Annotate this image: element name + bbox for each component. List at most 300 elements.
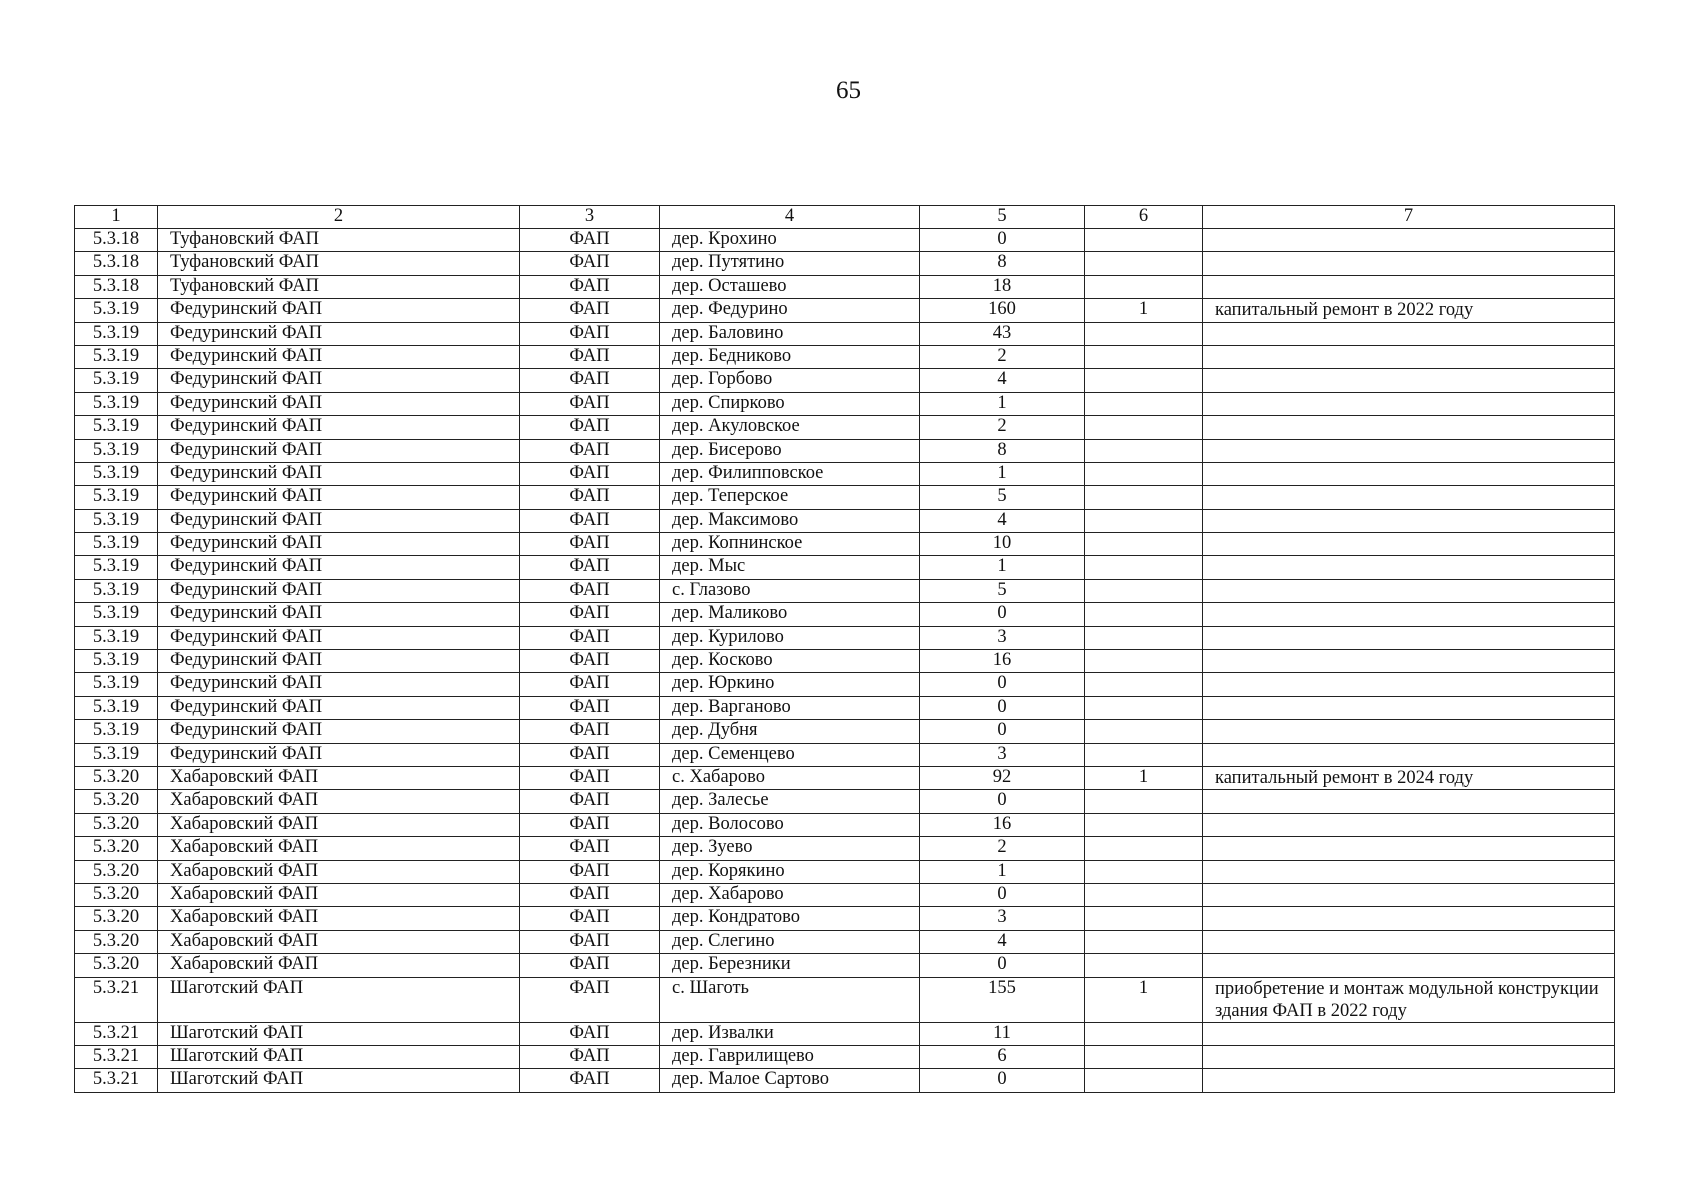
cell-count	[1085, 322, 1203, 345]
cell-count	[1085, 813, 1203, 836]
table-row	[75, 275, 1615, 298]
cell-population: 0	[920, 696, 1085, 719]
cell-settlement: дер. Гаврилищево	[660, 1045, 920, 1068]
cell-population: 3	[920, 626, 1085, 649]
header-col-4: 4	[660, 206, 920, 229]
cell-facility-type: ФАП	[520, 626, 660, 649]
cell-count	[1085, 345, 1203, 368]
cell-settlement: дер. Осташево	[660, 275, 920, 298]
table-row	[75, 345, 1615, 368]
cell-facility-type: ФАП	[520, 977, 660, 1022]
cell-note	[1203, 860, 1615, 883]
cell-population: 160	[920, 299, 1085, 322]
cell-count	[1085, 860, 1203, 883]
cell-note	[1203, 322, 1615, 345]
cell-count	[1085, 462, 1203, 485]
cell-fap-name: Хабаровский ФАП	[158, 930, 520, 953]
cell-note: капитальный ремонт в 2022 году	[1203, 299, 1615, 322]
cell-fap-name: Федуринский ФАП	[158, 486, 520, 509]
cell-row-code: 5.3.20	[75, 860, 158, 883]
cell-fap-name: Хабаровский ФАП	[158, 907, 520, 930]
cell-settlement: дер. Варганово	[660, 696, 920, 719]
cell-settlement: дер. Малое Сартово	[660, 1069, 920, 1092]
table-row	[75, 252, 1615, 275]
cell-settlement: дер. Копнинское	[660, 533, 920, 556]
cell-settlement: дер. Хабарово	[660, 883, 920, 906]
cell-count	[1085, 275, 1203, 298]
cell-row-code: 5.3.19	[75, 556, 158, 579]
cell-population: 11	[920, 1022, 1085, 1045]
table-row	[75, 720, 1615, 743]
cell-settlement: дер. Акуловское	[660, 416, 920, 439]
cell-note	[1203, 743, 1615, 766]
cell-note	[1203, 252, 1615, 275]
cell-fap-name: Хабаровский ФАП	[158, 883, 520, 906]
cell-note	[1203, 275, 1615, 298]
cell-note	[1203, 416, 1615, 439]
cell-facility-type: ФАП	[520, 579, 660, 602]
cell-note: приобретение и монтаж модульной конструкции здания ФАП в 2022 году	[1203, 977, 1615, 1022]
cell-facility-type: ФАП	[520, 790, 660, 813]
header-row	[75, 206, 1615, 229]
cell-settlement: дер. Дубня	[660, 720, 920, 743]
table-row	[75, 650, 1615, 673]
table-row	[75, 416, 1615, 439]
cell-note	[1203, 556, 1615, 579]
cell-facility-type: ФАП	[520, 299, 660, 322]
cell-count	[1085, 416, 1203, 439]
cell-settlement: дер. Мыс	[660, 556, 920, 579]
cell-fap-name: Шаготский ФАП	[158, 1045, 520, 1068]
table-row	[75, 930, 1615, 953]
cell-count	[1085, 579, 1203, 602]
cell-fap-name: Хабаровский ФАП	[158, 837, 520, 860]
cell-population: 155	[920, 977, 1085, 1022]
cell-population: 1	[920, 392, 1085, 415]
cell-population: 16	[920, 650, 1085, 673]
cell-population: 0	[920, 1069, 1085, 1092]
cell-settlement: с. Хабарово	[660, 766, 920, 789]
header-col-1: 1	[75, 206, 158, 229]
cell-row-code: 5.3.19	[75, 696, 158, 719]
cell-fap-name: Федуринский ФАП	[158, 416, 520, 439]
cell-row-code: 5.3.19	[75, 509, 158, 532]
cell-facility-type: ФАП	[520, 837, 660, 860]
cell-population: 5	[920, 579, 1085, 602]
cell-row-code: 5.3.20	[75, 790, 158, 813]
cell-count	[1085, 673, 1203, 696]
cell-settlement: дер. Горбово	[660, 369, 920, 392]
cell-fap-name: Федуринский ФАП	[158, 696, 520, 719]
cell-count	[1085, 392, 1203, 415]
cell-note	[1203, 392, 1615, 415]
table-row	[75, 883, 1615, 906]
cell-note	[1203, 486, 1615, 509]
cell-population: 8	[920, 252, 1085, 275]
cell-settlement: дер. Крохино	[660, 229, 920, 252]
cell-fap-name: Федуринский ФАП	[158, 743, 520, 766]
cell-row-code: 5.3.18	[75, 252, 158, 275]
cell-fap-name: Туфановский ФАП	[158, 275, 520, 298]
cell-facility-type: ФАП	[520, 229, 660, 252]
cell-row-code: 5.3.21	[75, 1069, 158, 1092]
cell-note	[1203, 369, 1615, 392]
cell-count	[1085, 650, 1203, 673]
cell-population: 0	[920, 229, 1085, 252]
cell-row-code: 5.3.21	[75, 977, 158, 1022]
cell-count	[1085, 696, 1203, 719]
table-row	[75, 1022, 1615, 1045]
cell-note	[1203, 720, 1615, 743]
cell-fap-name: Федуринский ФАП	[158, 322, 520, 345]
cell-count	[1085, 837, 1203, 860]
cell-population: 8	[920, 439, 1085, 462]
cell-population: 1	[920, 556, 1085, 579]
cell-facility-type: ФАП	[520, 345, 660, 368]
cell-settlement: с. Шаготь	[660, 977, 920, 1022]
cell-row-code: 5.3.19	[75, 626, 158, 649]
cell-population: 10	[920, 533, 1085, 556]
table-row	[75, 229, 1615, 252]
cell-population: 0	[920, 603, 1085, 626]
cell-note	[1203, 673, 1615, 696]
cell-note	[1203, 533, 1615, 556]
cell-row-code: 5.3.19	[75, 603, 158, 626]
cell-row-code: 5.3.19	[75, 579, 158, 602]
cell-population: 5	[920, 486, 1085, 509]
cell-population: 4	[920, 930, 1085, 953]
cell-population: 1	[920, 462, 1085, 485]
cell-facility-type: ФАП	[520, 603, 660, 626]
table-row	[75, 486, 1615, 509]
cell-settlement: дер. Путятино	[660, 252, 920, 275]
cell-row-code: 5.3.19	[75, 369, 158, 392]
table-row	[75, 837, 1615, 860]
cell-fap-name: Федуринский ФАП	[158, 603, 520, 626]
cell-count	[1085, 930, 1203, 953]
cell-note	[1203, 930, 1615, 953]
cell-settlement: дер. Курилово	[660, 626, 920, 649]
cell-fap-name: Федуринский ФАП	[158, 439, 520, 462]
cell-count	[1085, 1069, 1203, 1092]
cell-fap-name: Федуринский ФАП	[158, 579, 520, 602]
cell-note	[1203, 650, 1615, 673]
cell-fap-name: Федуринский ФАП	[158, 392, 520, 415]
table-row	[75, 1045, 1615, 1068]
cell-facility-type: ФАП	[520, 533, 660, 556]
cell-facility-type: ФАП	[520, 556, 660, 579]
cell-note	[1203, 813, 1615, 836]
cell-settlement: дер. Корякино	[660, 860, 920, 883]
cell-note	[1203, 579, 1615, 602]
table-row	[75, 743, 1615, 766]
cell-count	[1085, 439, 1203, 462]
cell-row-code: 5.3.19	[75, 392, 158, 415]
cell-count	[1085, 1022, 1203, 1045]
cell-population: 6	[920, 1045, 1085, 1068]
cell-fap-name: Федуринский ФАП	[158, 345, 520, 368]
cell-note	[1203, 439, 1615, 462]
cell-note	[1203, 907, 1615, 930]
cell-settlement: дер. Слегино	[660, 930, 920, 953]
table-header	[75, 206, 1615, 229]
cell-settlement: дер. Баловино	[660, 322, 920, 345]
cell-row-code: 5.3.20	[75, 766, 158, 789]
cell-population: 0	[920, 883, 1085, 906]
cell-facility-type: ФАП	[520, 416, 660, 439]
cell-note	[1203, 1069, 1615, 1092]
table-row	[75, 954, 1615, 977]
cell-fap-name: Федуринский ФАП	[158, 509, 520, 532]
cell-settlement: дер. Федурино	[660, 299, 920, 322]
cell-settlement: дер. Залесье	[660, 790, 920, 813]
cell-row-code: 5.3.19	[75, 673, 158, 696]
cell-note	[1203, 696, 1615, 719]
table-row	[75, 369, 1615, 392]
cell-note	[1203, 1022, 1615, 1045]
cell-facility-type: ФАП	[520, 766, 660, 789]
cell-row-code: 5.3.19	[75, 486, 158, 509]
cell-row-code: 5.3.19	[75, 345, 158, 368]
table-row	[75, 790, 1615, 813]
cell-count	[1085, 743, 1203, 766]
cell-note	[1203, 626, 1615, 649]
cell-note	[1203, 883, 1615, 906]
header-col-3: 3	[520, 206, 660, 229]
cell-fap-name: Федуринский ФАП	[158, 299, 520, 322]
table-row	[75, 439, 1615, 462]
cell-row-code: 5.3.19	[75, 416, 158, 439]
cell-row-code: 5.3.19	[75, 533, 158, 556]
cell-settlement: дер. Максимово	[660, 509, 920, 532]
header-col-7: 7	[1203, 206, 1615, 229]
cell-fap-name: Хабаровский ФАП	[158, 954, 520, 977]
cell-settlement: дер. Волосово	[660, 813, 920, 836]
cell-population: 43	[920, 322, 1085, 345]
cell-fap-name: Федуринский ФАП	[158, 626, 520, 649]
table-row	[75, 977, 1615, 1022]
table-row	[75, 860, 1615, 883]
cell-note	[1203, 954, 1615, 977]
table-row	[75, 626, 1615, 649]
cell-facility-type: ФАП	[520, 1069, 660, 1092]
cell-settlement: дер. Маликово	[660, 603, 920, 626]
cell-facility-type: ФАП	[520, 322, 660, 345]
cell-fap-name: Федуринский ФАП	[158, 650, 520, 673]
cell-note	[1203, 837, 1615, 860]
cell-note	[1203, 345, 1615, 368]
cell-facility-type: ФАП	[520, 509, 660, 532]
cell-settlement: дер. Березники	[660, 954, 920, 977]
cell-facility-type: ФАП	[520, 930, 660, 953]
cell-fap-name: Хабаровский ФАП	[158, 790, 520, 813]
cell-note	[1203, 462, 1615, 485]
cell-fap-name: Федуринский ФАП	[158, 556, 520, 579]
cell-facility-type: ФАП	[520, 275, 660, 298]
cell-count: 1	[1085, 766, 1203, 789]
cell-fap-name: Туфановский ФАП	[158, 252, 520, 275]
cell-settlement: дер. Бисерово	[660, 439, 920, 462]
cell-population: 0	[920, 790, 1085, 813]
cell-count	[1085, 603, 1203, 626]
cell-count	[1085, 556, 1203, 579]
cell-facility-type: ФАП	[520, 1045, 660, 1068]
cell-row-code: 5.3.21	[75, 1045, 158, 1068]
cell-row-code: 5.3.19	[75, 462, 158, 485]
cell-count	[1085, 720, 1203, 743]
cell-row-code: 5.3.19	[75, 720, 158, 743]
cell-settlement: дер. Извалки	[660, 1022, 920, 1045]
cell-facility-type: ФАП	[520, 486, 660, 509]
cell-settlement: дер. Кондратово	[660, 907, 920, 930]
cell-count	[1085, 790, 1203, 813]
cell-note	[1203, 229, 1615, 252]
cell-settlement: дер. Бедниково	[660, 345, 920, 368]
cell-row-code: 5.3.18	[75, 275, 158, 298]
cell-row-code: 5.3.20	[75, 907, 158, 930]
cell-population: 4	[920, 509, 1085, 532]
cell-note	[1203, 790, 1615, 813]
cell-fap-name: Федуринский ФАП	[158, 720, 520, 743]
cell-settlement: с. Глазово	[660, 579, 920, 602]
cell-row-code: 5.3.20	[75, 837, 158, 860]
cell-fap-name: Хабаровский ФАП	[158, 860, 520, 883]
cell-row-code: 5.3.20	[75, 813, 158, 836]
cell-population: 4	[920, 369, 1085, 392]
cell-facility-type: ФАП	[520, 650, 660, 673]
table-row	[75, 392, 1615, 415]
cell-fap-name: Федуринский ФАП	[158, 462, 520, 485]
cell-count	[1085, 883, 1203, 906]
cell-population: 0	[920, 954, 1085, 977]
cell-count	[1085, 1045, 1203, 1068]
cell-count: 1	[1085, 299, 1203, 322]
cell-row-code: 5.3.19	[75, 743, 158, 766]
cell-note: капитальный ремонт в 2024 году	[1203, 766, 1615, 789]
cell-population: 92	[920, 766, 1085, 789]
table-row	[75, 603, 1615, 626]
cell-settlement: дер. Теперское	[660, 486, 920, 509]
cell-population: 1	[920, 860, 1085, 883]
cell-fap-name: Шаготский ФАП	[158, 977, 520, 1022]
cell-facility-type: ФАП	[520, 883, 660, 906]
table-row	[75, 556, 1615, 579]
cell-fap-name: Шаготский ФАП	[158, 1069, 520, 1092]
cell-fap-name: Хабаровский ФАП	[158, 813, 520, 836]
cell-count	[1085, 369, 1203, 392]
cell-count	[1085, 229, 1203, 252]
cell-facility-type: ФАП	[520, 439, 660, 462]
table-row	[75, 462, 1615, 485]
table-row	[75, 673, 1615, 696]
cell-settlement: дер. Спирково	[660, 392, 920, 415]
cell-population: 3	[920, 907, 1085, 930]
cell-note	[1203, 509, 1615, 532]
table-row	[75, 322, 1615, 345]
cell-count	[1085, 509, 1203, 532]
cell-facility-type: ФАП	[520, 696, 660, 719]
cell-row-code: 5.3.19	[75, 299, 158, 322]
table-row	[75, 579, 1615, 602]
cell-population: 2	[920, 837, 1085, 860]
table-row	[75, 766, 1615, 789]
table-row	[75, 696, 1615, 719]
cell-facility-type: ФАП	[520, 907, 660, 930]
cell-facility-type: ФАП	[520, 1022, 660, 1045]
cell-facility-type: ФАП	[520, 954, 660, 977]
cell-fap-name: Туфановский ФАП	[158, 229, 520, 252]
cell-fap-name: Хабаровский ФАП	[158, 766, 520, 789]
cell-facility-type: ФАП	[520, 252, 660, 275]
header-col-6: 6	[1085, 206, 1203, 229]
cell-population: 16	[920, 813, 1085, 836]
cell-count	[1085, 533, 1203, 556]
cell-fap-name: Федуринский ФАП	[158, 673, 520, 696]
cell-note	[1203, 603, 1615, 626]
header-col-5: 5	[920, 206, 1085, 229]
cell-settlement: дер. Косково	[660, 650, 920, 673]
cell-count	[1085, 626, 1203, 649]
cell-row-code: 5.3.19	[75, 439, 158, 462]
cell-fap-name: Шаготский ФАП	[158, 1022, 520, 1045]
fap-table	[74, 205, 1615, 1093]
table-row	[75, 907, 1615, 930]
cell-population: 0	[920, 720, 1085, 743]
cell-row-code: 5.3.20	[75, 930, 158, 953]
cell-row-code: 5.3.20	[75, 954, 158, 977]
cell-population: 3	[920, 743, 1085, 766]
cell-row-code: 5.3.20	[75, 883, 158, 906]
cell-facility-type: ФАП	[520, 860, 660, 883]
cell-population: 0	[920, 673, 1085, 696]
cell-row-code: 5.3.19	[75, 322, 158, 345]
table-row	[75, 509, 1615, 532]
table-body	[75, 229, 1615, 1093]
cell-population: 2	[920, 416, 1085, 439]
cell-row-code: 5.3.18	[75, 229, 158, 252]
cell-facility-type: ФАП	[520, 813, 660, 836]
table-row	[75, 299, 1615, 322]
cell-facility-type: ФАП	[520, 462, 660, 485]
cell-fap-name: Федуринский ФАП	[158, 369, 520, 392]
cell-count: 1	[1085, 977, 1203, 1022]
cell-count	[1085, 486, 1203, 509]
cell-facility-type: ФАП	[520, 392, 660, 415]
table-row	[75, 533, 1615, 556]
cell-settlement: дер. Филипповское	[660, 462, 920, 485]
page-number: 65	[836, 77, 861, 104]
cell-settlement: дер. Зуево	[660, 837, 920, 860]
cell-row-code: 5.3.19	[75, 650, 158, 673]
cell-count	[1085, 954, 1203, 977]
cell-population: 18	[920, 275, 1085, 298]
header-col-2: 2	[158, 206, 520, 229]
cell-settlement: дер. Семенцево	[660, 743, 920, 766]
cell-facility-type: ФАП	[520, 720, 660, 743]
cell-facility-type: ФАП	[520, 673, 660, 696]
cell-facility-type: ФАП	[520, 369, 660, 392]
table-row	[75, 1069, 1615, 1092]
cell-population: 2	[920, 345, 1085, 368]
cell-fap-name: Федуринский ФАП	[158, 533, 520, 556]
cell-count	[1085, 907, 1203, 930]
cell-settlement: дер. Юркино	[660, 673, 920, 696]
cell-facility-type: ФАП	[520, 743, 660, 766]
cell-note	[1203, 1045, 1615, 1068]
cell-row-code: 5.3.21	[75, 1022, 158, 1045]
cell-count	[1085, 252, 1203, 275]
table-row	[75, 813, 1615, 836]
